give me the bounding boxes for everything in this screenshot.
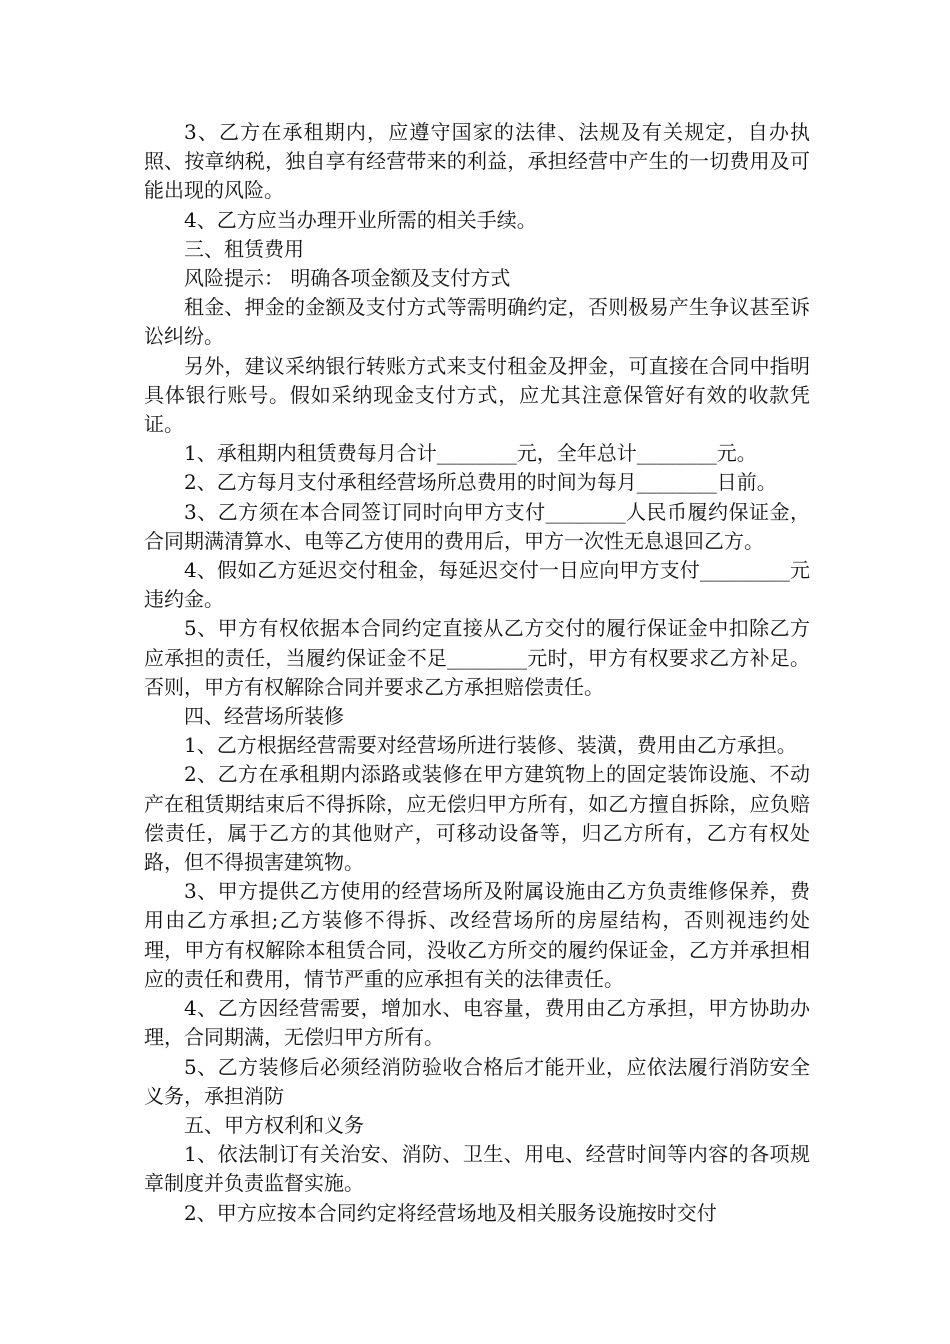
paragraph-clause-3-3: 3、乙方须在本合同签订同时向甲方支付________人民币履约保证金，合同期满清算水、电等乙方使用的费用后，甲方一次性无息退回乙方。 (144, 499, 810, 553)
section-heading-renovation: 四、经营场所装修 (184, 704, 344, 729)
paragraph-clause-3-4: 4、假如乙方延迟交付租金，每延迟交付一日应向甲方支付_________元违约金。 (144, 558, 810, 612)
paragraph-clause-4-5: 5、乙方装修后必须经消防验收合格后才能开业，应依法履行消防安全义务，承担消防 (144, 1054, 810, 1108)
paragraph-clause-5-1: 1、依法制订有关治安、消防、卫生、用电、经营时间等内容的各项规章制度并负责监督实施。 (144, 1142, 810, 1196)
paragraph-clause-3-1: 1、承租期内租赁费每月合计________元，全年总计________元。 (184, 441, 757, 466)
document-body (144, 118, 810, 1228)
paragraph-clause-4-3: 3、甲方提供乙方使用的经营场所及附属设施由乙方负责维修保养，费用由乙方承担;乙方装修不得拆、改经营场所的房屋结构，否则视违约处理，甲方有权解除本租赁合同，没收乙方所交的履约保证金，乙方并承担相应的责任和费用，情节严重的应承担有关的法律责任。 (144, 879, 810, 991)
paragraph-clause-4-4: 4、乙方因经营需要，增加水、电容量，费用由乙方承担，甲方协助办理，合同期满，无偿归甲方所有。 (144, 996, 810, 1050)
section-heading-rent-fees: 三、租赁费用 (184, 236, 304, 261)
paragraph-clause-5-2: 2、甲方应按本合同约定将经营场地及相关服务设施按时交付 (184, 1200, 717, 1225)
risk-tip-paragraph-2: 另外，建议采纳银行转账方式来支付租金及押金，可直接在合同中指明具体银行账号。假如采纳现金支付方式，应尤其注意保管好有效的收款凭证。 (144, 353, 810, 437)
paragraph-clause-3-2: 2、乙方每月支付承租经营场所总费用的时间为每月________日前。 (184, 470, 777, 495)
paragraph-clause-4-2: 2、乙方在承租期内添路或装修在甲方建筑物上的固定装饰设施、不动产在租赁期结束后不得拆除，应无偿归甲方所有，如乙方擅自拆除，应负赔偿责任，属于乙方的其他财产，可移动设备等，归乙方所有，乙方有权处路，但不得损害建筑物。 (144, 762, 810, 875)
paragraph-clause-2-3: 3、乙方在承租期内，应遵守国家的法律、法规及有关规定，自办执照、按章纳税，独自享有经营带来的利益，承担经营中产生的一切费用及可能出现的风险。 (144, 120, 810, 203)
paragraph-clause-2-4: 4、乙方应当办理开业所需的相关手续。 (184, 207, 537, 232)
risk-tip-paragraph-1: 租金、押金的金额及支付方式等需明确约定，否则极易产生争议甚至诉讼纠纷。 (144, 295, 810, 349)
paragraph-clause-4-1: 1、乙方根据经营需要对经营场所进行装修、装潢，费用由乙方承担。 (184, 733, 797, 758)
risk-tip-heading: 风险提示： 明确各项金额及支付方式 (184, 266, 511, 291)
section-heading-party-a-rights: 五、甲方权利和义务 (184, 1112, 364, 1137)
paragraph-clause-3-5: 5、甲方有权依据本合同约定直接从乙方交付的履行保证金中扣除乙方应承担的责任，当履约保证金不足________元时，甲方有权要求乙方补足。否则，甲方有权解除合同并要求乙方承担赔偿责任。 (144, 616, 810, 699)
